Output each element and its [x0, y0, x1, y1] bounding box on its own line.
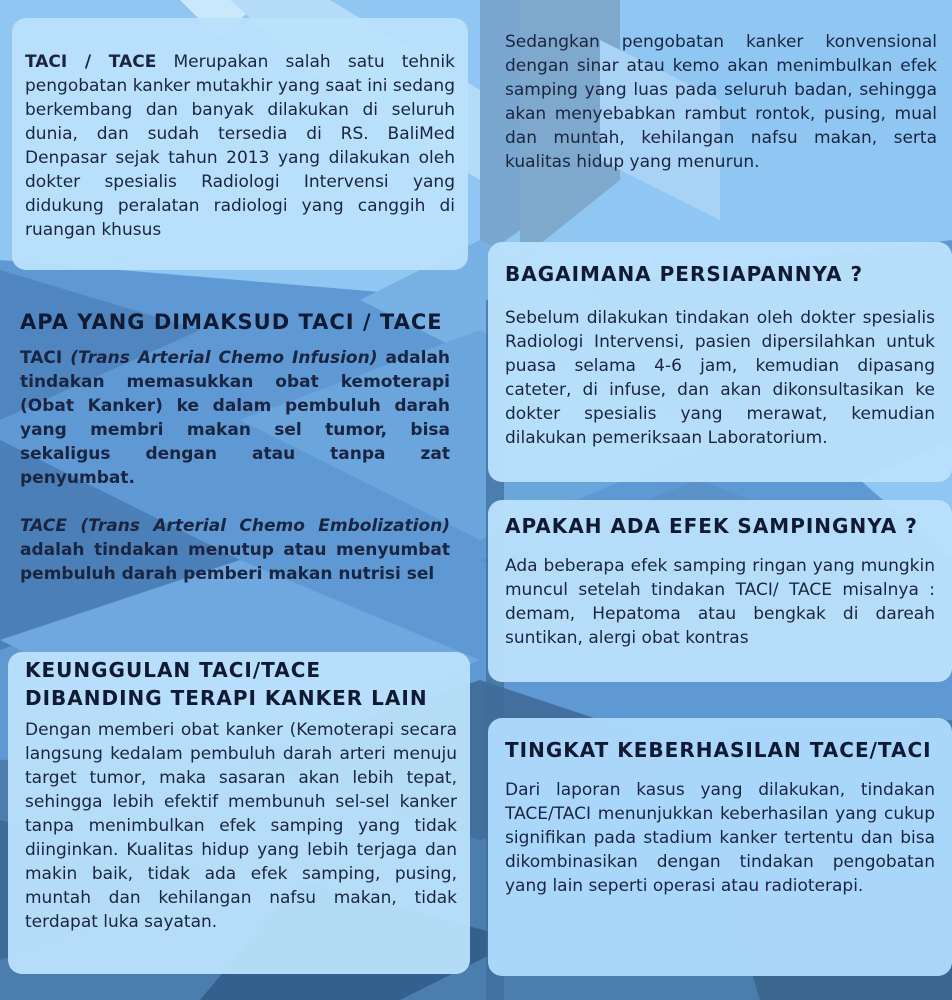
- advantages-paragraph: Dengan memberi obat kanker (Kemoterapi secara langsung kedalam pembuluh darah arteri menuju target tumor, maka sasaran akan lebih tepat, sehingga lebih efektif membunuh sel-sel kanker tanpa menimbulkan efek samping yang tidak diinginkan. Kualitas hidup yang lebih terjaga dan makin baik, tidak ada efek samping, pusing, muntah dan kehilangan nafsu makan, tidak terdapat luka sayatan.: [25, 720, 457, 932]
- taci-text: adalah tindakan memasukkan obat kemoterapi (Obat Kanker) ke dalam pembuluh darah yang membri makan sel tumor, bisa sekaligus dengan atau tanpa zat penyumbat.: [20, 348, 451, 488]
- intro-lead: TACI / TACE: [25, 52, 157, 72]
- taci-lead: TACI: [20, 348, 63, 368]
- definition-heading: APA YANG DIMAKSUD TACI / TACE: [20, 310, 443, 334]
- taci-term: (Trans Arterial Chemo Infusion): [70, 348, 378, 368]
- advantages-heading-line2: DIBANDING TERAPI KANKER LAIN: [25, 686, 428, 710]
- side-effects-paragraph: Ada beberapa efek samping ringan yang mungkin muncul setelah tindakan TACI/ TACE misalnya : demam, Hepatoma atau bengkak di dareah suntikan, alergi obat kontras: [505, 556, 935, 648]
- intro-text: Merupakan salah satu tehnik pengobatan kanker mutakhir yang saat ini sedang berkembang dan banyak dilakukan di seluruh dunia, dan sudah tersedia di RS. BaliMed Denpasar sejak tahun 2013 yang dilakukan oleh dokter spesialis Radiologi Intervensi yang didukung peralatan radiologi yang canggih di ruangan khusus: [25, 52, 455, 240]
- taci-paragraph: [20, 346, 450, 490]
- tace-paragraph: [20, 514, 450, 586]
- advantages-heading-line1: KEUNGGULAN TACI/TACE: [25, 658, 322, 682]
- preparation-heading: BAGAIMANA PERSIAPANNYA ?: [505, 262, 864, 286]
- tace-text: adalah tindakan menutup atau menyumbat pembuluh darah pemberi makan nutrisi sel: [20, 540, 450, 584]
- conventional-paragraph: Sedangkan pengobatan kanker konvensional dengan sinar atau kemo akan menimbulkan efek samping yang luas pada seluruh badan, sehingga akan menyebabkan rambut rontok, pusing, mual dan muntah, kehilangan nafsu makan, serta kualitas hidup yang menurun.: [505, 32, 937, 172]
- preparation-paragraph: Sebelum dilakukan tindakan oleh dokter spesialis Radiologi Intervensi, pasien dipersilahkan untuk puasa selama 4-6 jam, kemudian dipasang cateter, di infuse, dan akan dikonsultasikan ke dokter spesialis yang merawat, kemudian dilakukan pemeriksaan Laboratorium.: [505, 308, 935, 448]
- intro-paragraph: [25, 50, 455, 242]
- success-heading: TINGKAT KEBERHASILAN TACE/TACI: [505, 738, 932, 762]
- side-effects-heading: APAKAH ADA EFEK SAMPINGNYA ?: [505, 514, 918, 538]
- success-paragraph: Dari laporan kasus yang dilakukan, tindakan TACE/TACI menunjukkan keberhasilan yang cukup signifikan pada stadium kanker tertentu dan bisa dikombinasikan dengan tindakan pengobatan yang lain seperti operasi atau radioterapi.: [505, 780, 935, 896]
- tace-term: TACE (Trans Arterial Chemo Embolization): [20, 516, 450, 536]
